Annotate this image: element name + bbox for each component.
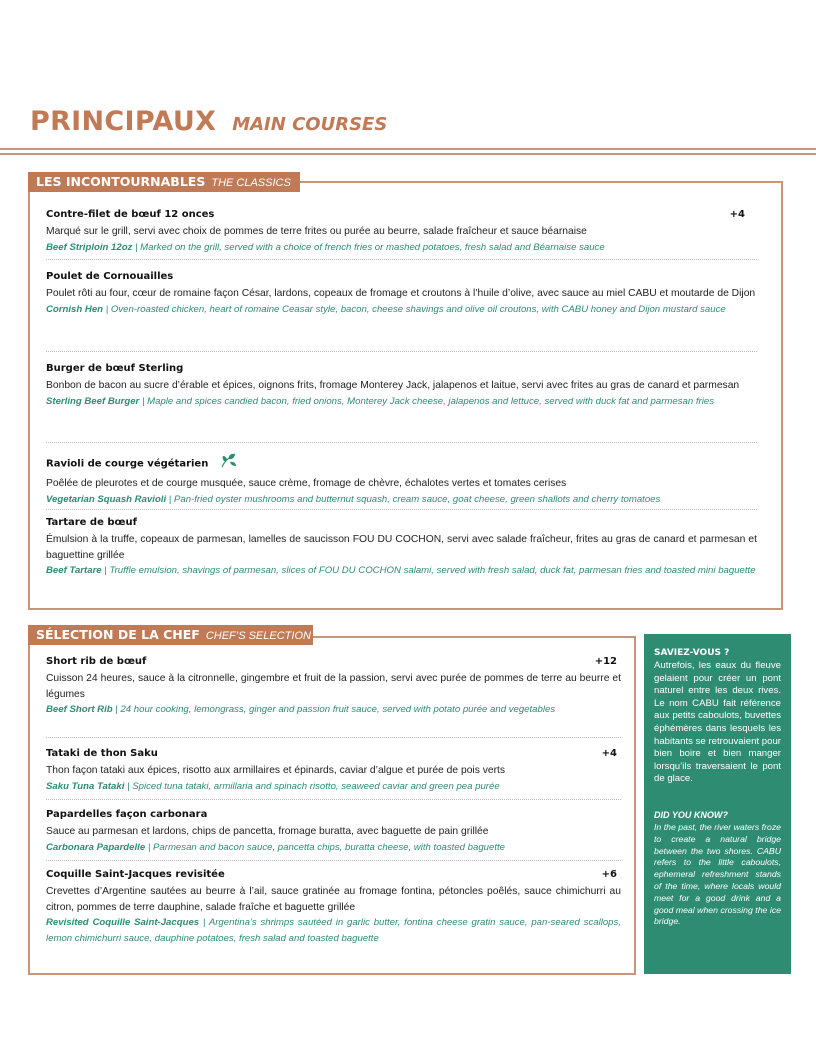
item-description-fr: Poulet rôti au four, cœur de romaine façon César, lardons, copeaux de fromage et croutons à l’huile d’olive, avec sauce au miel CABU et moutarde de Dijon xyxy=(46,288,756,299)
item-desc-en: | Oven-roasted chicken, heart of romaine Ceasar style, bacon, cheese shavings and olive oil croutons, with CABU honey and Dijon mustard sauce xyxy=(103,303,726,315)
sidebar-title-fr: SAVIEZ-VOUS ? xyxy=(654,648,730,658)
sidebar-text-fr: Autrefois, les eaux du fleuve gelaient pour créer un pont naturel entre les deux rives. Le nom CABU fait référence aux petits caboulots, buvettes éphémères dans lesquels les habitants se retrouvaient pour bien boire et bien manger lorsqu’ils traversaient le pont de glace. xyxy=(654,660,781,785)
menu-item xyxy=(46,747,621,794)
item-desc-en: | Marked on the grill, served with a choice of french fries or mashed potatoes, fresh salad and Béarnaise sauce xyxy=(132,241,605,253)
item-header xyxy=(46,747,621,761)
item-separator xyxy=(46,860,621,861)
item-name: Ravioli de courge végétarien xyxy=(46,458,209,470)
item-header xyxy=(46,868,621,882)
item-desc-en: | Spiced tuna tataki, armillaria and spinach risotto, seaweed caviar and green pea purée xyxy=(124,780,500,792)
item-description-fr: Cuisson 24 heures, sauce à la citronnelle, gingembre et fruit de la passion, servi avec purée de pommes de terre au beurre et légumes xyxy=(46,673,621,700)
item-desc-en: | Parmesan and bacon sauce, pancetta chips, buratta cheese, with toasted baguette xyxy=(145,841,506,853)
sidebar-text-en: In the past, the river waters froze to create a natural bridge between the two shores. CABU refers to the little caboulots, ephemeral refreshment stands of the time, where locals would meet for a good drink and a good meal when crossing the ice bridge. xyxy=(654,822,781,927)
menu-item xyxy=(46,516,757,579)
sidebar-title-en: DID YOU KNOW? xyxy=(654,810,728,820)
item-description-fr: Émulsion à la truffe, copeaux de parmesan, lamelles de saucisson FOU DU COCHON, servi avec salade fraîcheur, frites au gras de canard et parmesan et baguettine grillée xyxy=(46,534,757,561)
item-header xyxy=(46,453,757,474)
item-description-en xyxy=(46,702,621,718)
item-header xyxy=(46,808,621,822)
item-price: +12 xyxy=(594,656,617,667)
page-title: PRINCIPAUX xyxy=(30,106,217,137)
item-separator xyxy=(46,351,757,352)
item-name: Tartare de bœuf xyxy=(46,517,137,528)
item-description-en xyxy=(46,394,757,410)
item-header xyxy=(46,270,757,284)
item-name-en: Beef Tartare xyxy=(46,565,102,576)
classics-subtitle: THE CLASSICS xyxy=(211,177,291,189)
item-description-fr: Thon façon tataki aux épices, risotto aux armillaires et épinards, caviar d’algue et purée de pois verts xyxy=(46,765,506,776)
item-separator xyxy=(46,509,757,510)
item-price: +6 xyxy=(601,869,617,880)
classics-title: LES INCONTOURNABLES xyxy=(36,174,206,189)
item-description-en xyxy=(46,840,621,856)
item-description-fr: Crevettes d’Argentine sautées au beurre à l’ail, sauce gratinée au fromage fontina, pétoncles poêlés, sauce chimichurri au citron, pommes de terre dauphine, salade fraîche et baguette grillée xyxy=(46,886,621,913)
item-description-fr: Marqué sur le grill, servi avec choix de pommes de terre frites ou purée au beurre, salade fraîcheur et sauce béarnaise xyxy=(46,226,587,237)
item-description-en xyxy=(46,779,621,795)
item-name-en: Sterling Beef Burger xyxy=(46,395,140,407)
item-name: Short rib de bœuf xyxy=(46,656,147,667)
item-name-en: Cornish Hen xyxy=(46,303,104,315)
item-name-en: Carbonara Papardelle xyxy=(46,841,146,853)
item-price: +4 xyxy=(729,209,745,220)
menu-item xyxy=(46,208,757,255)
item-description-en xyxy=(46,492,757,508)
item-name-en: Vegetarian Squash Ravioli xyxy=(46,493,167,505)
item-name: Papardelles façon carbonara xyxy=(46,809,208,820)
menu-item xyxy=(46,655,621,718)
item-header xyxy=(46,516,757,530)
item-description-en xyxy=(46,302,757,318)
item-desc-en: | Truffle emulsion, shavings of parmesan, slices of FOU DU COCHON salami, served with fresh salad, duck fat, parmesan fries and toasted mini baguette xyxy=(101,565,756,576)
header-rule-top xyxy=(0,148,816,150)
chef-selection-title: SÉLECTION DE LA CHEF xyxy=(36,627,200,642)
item-name-en: Revisited Coquille Saint-Jacques xyxy=(46,917,200,928)
item-price: +4 xyxy=(601,748,617,759)
item-name: Tataki de thon Saku xyxy=(46,748,158,759)
chef-selection-subtitle: CHEF’S SELECTION xyxy=(205,630,311,642)
header-rule-bottom xyxy=(0,153,816,155)
vegetarian-leaf-icon xyxy=(220,453,238,474)
page-title-row xyxy=(30,106,387,137)
item-separator xyxy=(46,737,621,738)
item-separator xyxy=(46,442,757,443)
item-separator xyxy=(46,799,621,800)
menu-item xyxy=(46,362,757,409)
item-desc-en: | Pan-fried oyster mushrooms and butternut squash, cream sauce, goat cheese, green shallots and cherry tomatoes xyxy=(166,493,661,505)
item-description-en xyxy=(46,563,757,579)
item-description-fr: Sauce au parmesan et lardons, chips de pancetta, fromage buratta, avec baguette de pain grillée xyxy=(46,826,489,837)
menu-item xyxy=(46,270,757,317)
did-you-know-sidebar xyxy=(644,634,791,974)
item-description-fr: Poêlée de pleurotes et de courge musquée, sauce crème, fromage de chèvre, échalotes vertes et tomates cerises xyxy=(46,478,567,489)
chef-selection-tab xyxy=(28,625,313,645)
menu-item xyxy=(46,808,621,855)
item-description-fr: Bonbon de bacon au sucre d’érable et épices, oignons frits, fromage Monterey Jack, jalapenos et laitue, servi avec frites au gras de canard et parmesan xyxy=(46,380,740,391)
item-desc-en: | Maple and spices candied bacon, fried onions, Monterey Jack cheese, jalapenos and lettuce, served with duck fat and parmesan fries xyxy=(139,395,715,407)
item-name-en: Beef Short Rib xyxy=(46,704,113,715)
item-description-en xyxy=(46,240,757,256)
item-name: Contre-filet de bœuf 12 onces xyxy=(46,209,215,220)
item-header xyxy=(46,655,621,669)
item-description-en xyxy=(46,915,621,946)
item-name-en: Saku Tuna Tataki xyxy=(46,780,125,792)
menu-item xyxy=(46,453,757,507)
item-header xyxy=(46,208,757,222)
item-name: Poulet de Cornouailles xyxy=(46,271,174,282)
item-name: Burger de bœuf Sterling xyxy=(46,363,184,374)
item-desc-en: | 24 hour cooking, lemongrass, ginger and passion fruit sauce, served with potato purée and vegetables xyxy=(112,704,556,715)
item-header xyxy=(46,362,757,376)
item-name-en: Beef Striploin 12oz xyxy=(46,241,133,253)
page-subtitle: MAIN COURSES xyxy=(232,114,388,135)
menu-item xyxy=(46,868,621,946)
classics-tab xyxy=(28,172,300,192)
item-separator xyxy=(46,259,757,260)
item-desc-en: | Argentina’s shrimps sautéed in garlic butter, fontina cheese gratin sauce, pan-seared scallops, lemon chimichurri sauce, dauphine potatoes, fresh salad and toasted baguette xyxy=(46,917,621,944)
item-name: Coquille Saint-Jacques revisitée xyxy=(46,869,225,880)
